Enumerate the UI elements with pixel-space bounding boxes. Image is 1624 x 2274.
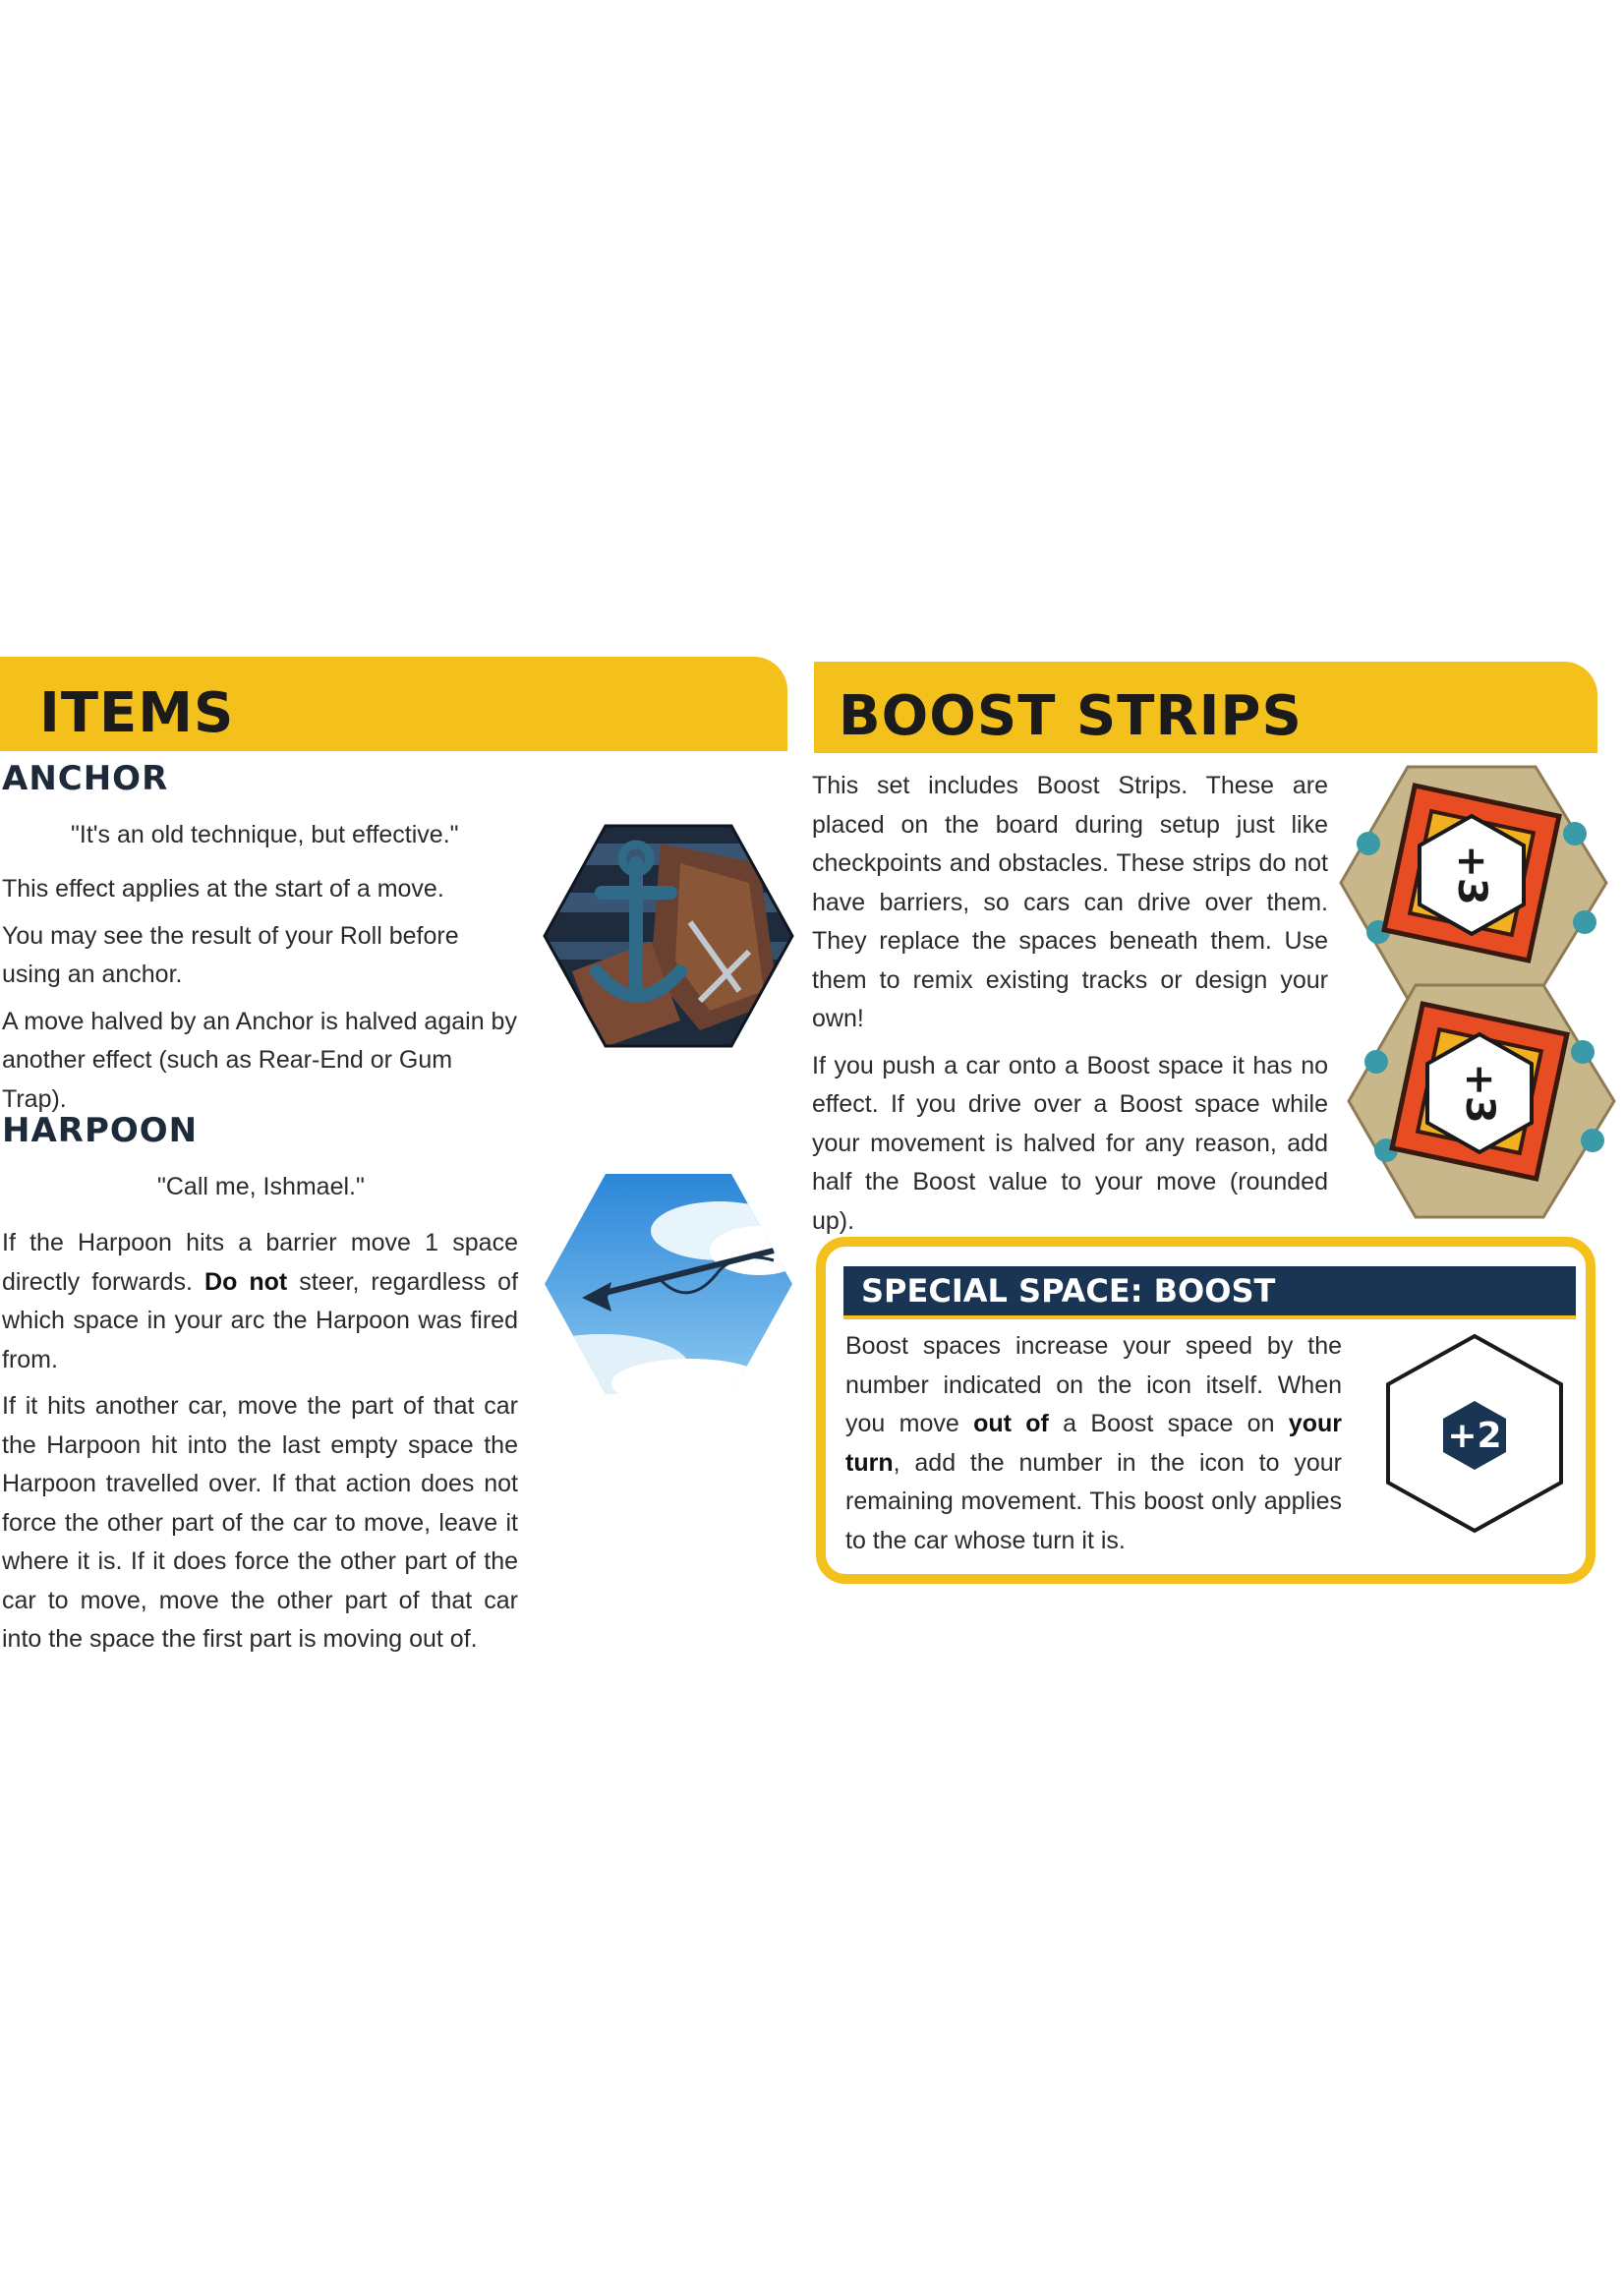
boost-paragraph: If you push a car onto a Boost space it has no effect. If you drive over a Boost space while your movement is halved for any reason, add half the Boost value to your move (rounded up). [812,1051,1328,1235]
harpoon-paragraph-1: If the Harpoon hits a barrier move 1 space directly forwards. Do not steer, regardless of which space in your arc the Harpoon was fired from. [2,1229,519,1373]
special-space-text [845,1327,1342,1568]
boost-paragraph: This set includes Boost Strips. These are placed on the board during setup just like checkpoints and obstacles. These strips do not have barriers, so cars can drive over them. They replace the spaces beneath them. Use them to remix existing tracks or design your own! [812,772,1328,1032]
boost-strip-image [1339,765,1624,1222]
harpoon-item-image [543,1172,794,1396]
boost-strips-banner [814,662,1597,753]
boost-tile-value: +3 [1457,1063,1502,1124]
special-space-box [816,1237,1595,1584]
special-space-paragraph: Boost spaces increase your speed by the number indicated on the icon itself. When you move out of a Boost space on your turn, add the number in the icon to your remaining movement. This boost only applies to the car whose turn it is. [845,1332,1342,1554]
boost-tile [1341,767,1606,999]
boost-strips-title: BOOST STRIPS [839,684,1303,748]
items-banner [0,657,787,751]
boost-icon-value: +2 [1447,1416,1502,1456]
anchor-quote: "It's an old technique, but effective." [71,821,459,848]
special-space-header [843,1266,1576,1319]
anchor-paragraph: You may see the result of your Roll before using an anchor. [2,921,459,988]
special-space-heading: SPECIAL SPACE: BOOST [861,1272,1276,1310]
items-title: ITEMS [39,681,235,745]
anchor-paragraph: This effect applies at the start of a move. [2,875,444,903]
boost-tile [1349,985,1614,1217]
boost-hex-icon [1376,1330,1573,1537]
anchor-item-image [543,824,794,1048]
anchor-paragraph: A move halved by an Anchor is halved again by another effect (such as Rear-End or Gum Trap). [2,1007,517,1113]
boost-strips-text [812,767,1328,1249]
harpoon-paragraph-2: If it hits another car, move the part of that car the Harpoon hit into the last empty space the Harpoon travelled over. If that action does not force the other part of the car to move, leave it where it is. If it does force the other part of the car to move, move the other part of that car into the space the first part is moving out of. [2,1392,518,1653]
anchor-text [2,870,520,1127]
harpoon-heading: HARPOON [2,1111,199,1150]
harpoon-text [2,1224,518,1667]
anchor-heading: ANCHOR [2,759,169,798]
boost-tile-value: +3 [1449,845,1494,905]
harpoon-quote: "Call me, Ishmael." [157,1173,365,1200]
